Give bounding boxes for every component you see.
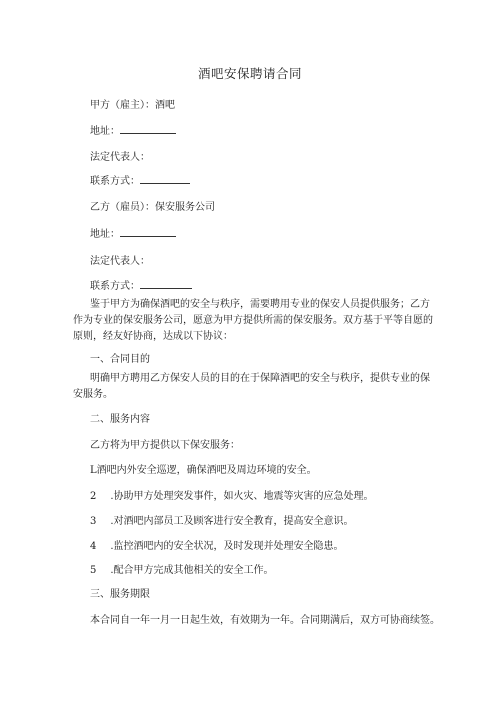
service-item-5-text: .配合甲方完成其他相关的安全工作。	[110, 565, 274, 576]
address-a-blank	[120, 123, 176, 134]
contact-b-label: 联系方式：	[90, 281, 140, 292]
service-item-5	[90, 561, 274, 576]
service-item-3-text: .对酒吧内部员工及顾客进行安全教育，提高安全意识。	[110, 516, 354, 527]
document-title: 酒吧安保聘请合同	[197, 66, 302, 81]
section-2-intro: 乙方将为甲方提供以下保安服务：	[90, 440, 240, 451]
service-item-3-number: 3	[90, 516, 97, 527]
contact-b-line	[90, 277, 192, 292]
section-3-heading: 三、服务期限	[90, 589, 150, 600]
contact-a-blank	[140, 173, 190, 184]
contact-a-line	[90, 172, 190, 187]
address-b-label: 地址：	[90, 229, 120, 240]
service-item-1: L酒吧内外安全巡逻，确保酒吧及周边环境的安全。	[90, 465, 317, 476]
contact-a-label: 联系方式：	[90, 176, 140, 187]
service-item-2-text: .协助甲方处理突发事件，如火灾、地震等灾害的应急处理。	[110, 491, 374, 502]
preamble-paragraph: 鉴于甲方为确保酒吧的安全与秩序，需要聘用专业的保安人员提供服务；乙方作为专业的保安服务公司，愿意为甲方提供所需的保安服务。双方基于平等自愿的原则，经友好协商，达成以下协议：	[73, 299, 433, 342]
service-item-5-number: 5	[90, 565, 97, 576]
section-3-body: 本合同自一年一月一日起生效，有效期为一年。合同期满后，双方可协商续签。	[90, 615, 440, 626]
service-item-3	[90, 512, 354, 527]
legal-rep-b-line: 法定代表人：	[90, 256, 150, 267]
section-2-heading: 二、服务内容	[90, 414, 150, 425]
service-item-2	[90, 487, 374, 502]
address-b-blank	[120, 226, 176, 237]
address-a-line	[90, 122, 176, 137]
party-b-line: 乙方（雇员）：保安服务公司	[90, 202, 215, 213]
service-item-4-number: 4	[90, 541, 97, 552]
section-1-heading: 一、合同目的	[90, 354, 150, 365]
party-a-line: 甲方（雇主）：酒吧	[90, 100, 175, 111]
address-b-line	[90, 225, 176, 240]
service-item-4	[90, 537, 344, 552]
legal-rep-a-line: 法定代表人：	[90, 152, 150, 163]
service-item-4-text: .监控酒吧内的安全状况，及时发现并处理安全隐患。	[110, 541, 344, 552]
address-a-label: 地址：	[90, 126, 120, 137]
contact-b-blank	[140, 278, 192, 289]
section-1-body: 明确甲方聘用乙方保安人员的目的在于保障酒吧的安全与秩序，提供专业的保安服务。	[73, 373, 430, 400]
service-item-2-number: 2	[90, 491, 97, 502]
